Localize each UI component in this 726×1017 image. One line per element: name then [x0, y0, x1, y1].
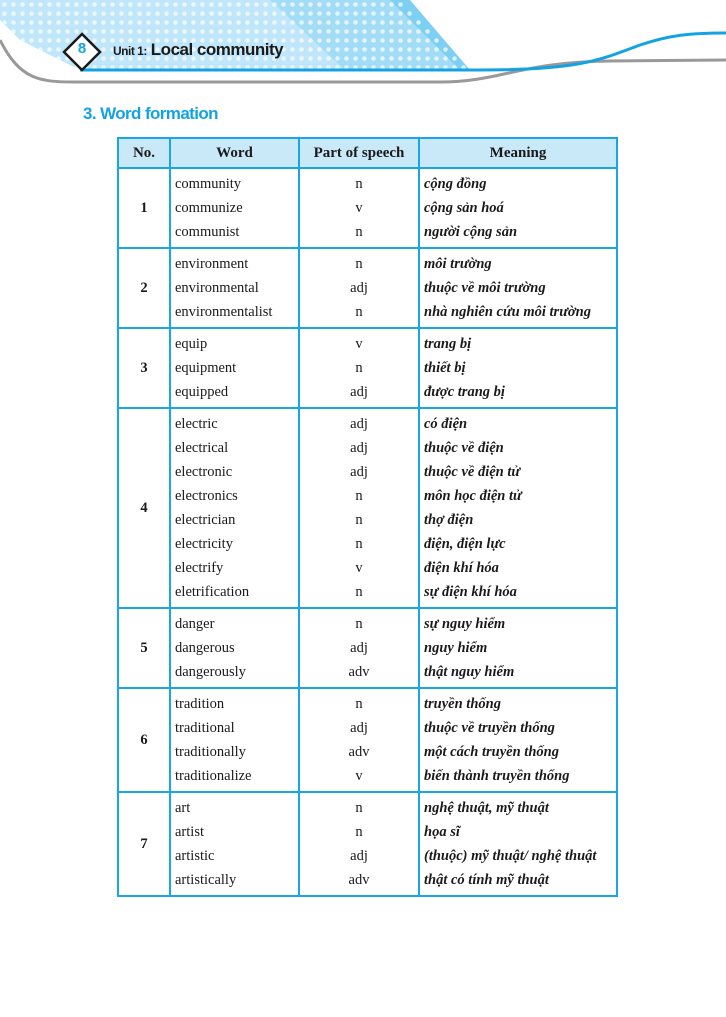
- meaning: biến thành truyền thống: [424, 768, 570, 784]
- part-of-speech: adj: [350, 280, 368, 296]
- table-row: [118, 168, 617, 248]
- section-title: 3. Word formation: [83, 104, 218, 123]
- part-of-speech: adj: [350, 464, 368, 480]
- meaning: một cách truyền thống: [424, 744, 559, 760]
- table-row: [118, 248, 617, 328]
- part-of-speech: adj: [350, 440, 368, 456]
- word: traditionalize: [175, 768, 252, 784]
- part-of-speech: n: [355, 488, 363, 504]
- meaning: cộng đồng: [424, 176, 487, 192]
- word-formation-table: [117, 137, 618, 897]
- meaning: thợ điện: [424, 512, 474, 528]
- part-of-speech: n: [355, 536, 363, 552]
- word-cell: [170, 168, 299, 248]
- part-of-speech: n: [355, 304, 363, 320]
- meaning: môi trường: [424, 256, 492, 272]
- part-of-speech: n: [355, 176, 363, 192]
- table-row: [118, 328, 617, 408]
- meaning: trang bị: [424, 336, 472, 352]
- word-cell: [170, 688, 299, 792]
- part-of-speech: n: [355, 800, 363, 816]
- meaning: được trang bị: [424, 384, 505, 400]
- word: environmental: [175, 280, 259, 296]
- part-of-speech: adv: [348, 744, 370, 760]
- part-of-speech-cell: [299, 688, 419, 792]
- group-number: 3: [118, 328, 170, 408]
- meaning: nghệ thuật, mỹ thuật: [424, 800, 549, 816]
- part-of-speech-cell: [299, 608, 419, 688]
- word: equip: [175, 336, 208, 352]
- group-number: 7: [118, 792, 170, 896]
- part-of-speech: adj: [350, 720, 368, 736]
- unit-title: Local community: [150, 40, 284, 59]
- meaning: họa sĩ: [424, 824, 460, 840]
- page-number: 8: [77, 40, 87, 57]
- part-of-speech: n: [355, 616, 363, 632]
- part-of-speech: n: [355, 584, 363, 600]
- part-of-speech-cell: [299, 792, 419, 896]
- part-of-speech: adj: [350, 416, 368, 432]
- group-number: 1: [118, 168, 170, 248]
- meaning: thuộc về điện tử: [424, 464, 521, 480]
- word: electrify: [175, 560, 224, 576]
- part-of-speech-cell: [299, 168, 419, 248]
- word-cell: [170, 792, 299, 896]
- word: equipment: [175, 360, 237, 376]
- meaning: người cộng sản: [424, 224, 518, 240]
- word: dangerous: [175, 640, 235, 656]
- meaning: thuộc về điện: [424, 440, 504, 456]
- column-header-meaning: Meaning: [419, 138, 617, 168]
- word: artistically: [175, 872, 237, 888]
- word: artist: [175, 824, 204, 840]
- meaning-cell: [419, 168, 617, 248]
- meaning: điện khí hóa: [424, 560, 499, 576]
- word-cell: [170, 248, 299, 328]
- meaning: nguy hiểm: [424, 640, 488, 656]
- meaning: môn học điện tử: [424, 488, 522, 504]
- meaning: điện, điện lực: [424, 536, 506, 552]
- table-row: [118, 688, 617, 792]
- part-of-speech: v: [355, 336, 363, 352]
- word: electronic: [175, 464, 233, 480]
- part-of-speech: adv: [348, 664, 370, 680]
- part-of-speech: n: [355, 824, 363, 840]
- word: equipped: [175, 384, 229, 400]
- word: tradition: [175, 696, 225, 712]
- word: environment: [175, 256, 249, 272]
- meaning: sự điện khí hóa: [424, 584, 517, 600]
- part-of-speech: adj: [350, 848, 368, 864]
- part-of-speech: n: [355, 696, 363, 712]
- meaning: thật có tính mỹ thuật: [424, 872, 549, 888]
- meaning-cell: [419, 608, 617, 688]
- meaning-cell: [419, 248, 617, 328]
- table-row: [118, 792, 617, 896]
- meaning: thuộc về truyền thống: [424, 720, 555, 736]
- word: electricity: [175, 536, 233, 552]
- meaning-cell: [419, 792, 617, 896]
- table-header-row: [118, 138, 617, 168]
- part-of-speech: adj: [350, 640, 368, 656]
- part-of-speech: n: [355, 512, 363, 528]
- word: communist: [175, 224, 240, 240]
- group-number: 4: [118, 408, 170, 608]
- word: eletrification: [175, 584, 250, 600]
- group-number: 5: [118, 608, 170, 688]
- word: traditional: [175, 720, 235, 736]
- part-of-speech-cell: [299, 328, 419, 408]
- part-of-speech-cell: [299, 408, 419, 608]
- part-of-speech: n: [355, 256, 363, 272]
- word: electric: [175, 416, 218, 432]
- word: artistic: [175, 848, 215, 864]
- meaning-cell: [419, 328, 617, 408]
- word: electronics: [175, 488, 238, 504]
- part-of-speech: adj: [350, 384, 368, 400]
- part-of-speech: n: [355, 224, 363, 240]
- meaning: nhà nghiên cứu môi trường: [424, 304, 591, 320]
- meaning: cộng sản hoá: [424, 200, 504, 216]
- part-of-speech: v: [355, 200, 363, 216]
- meaning: thiết bị: [424, 360, 466, 376]
- word: danger: [175, 616, 215, 632]
- part-of-speech: v: [355, 768, 363, 784]
- header-banner: [0, 0, 726, 90]
- meaning: sự nguy hiểm: [424, 616, 506, 632]
- unit-heading: [113, 40, 283, 60]
- word-cell: [170, 408, 299, 608]
- meaning: thật nguy hiểm: [424, 664, 515, 680]
- word: communize: [175, 200, 243, 216]
- word: art: [175, 800, 191, 816]
- word: dangerously: [175, 664, 246, 680]
- meaning-cell: [419, 688, 617, 792]
- word: environmentalist: [175, 304, 273, 320]
- part-of-speech: n: [355, 360, 363, 376]
- meaning: (thuộc) mỹ thuật/ nghệ thuật: [424, 848, 597, 864]
- table-row: [118, 408, 617, 608]
- meaning: thuộc về môi trường: [424, 280, 546, 296]
- table-row: [118, 608, 617, 688]
- part-of-speech: v: [355, 560, 363, 576]
- meaning: truyền thống: [424, 696, 501, 712]
- column-header-word: Word: [170, 138, 299, 168]
- group-number: 2: [118, 248, 170, 328]
- meaning-cell: [419, 408, 617, 608]
- column-header-no: No.: [118, 138, 170, 168]
- word: traditionally: [175, 744, 246, 760]
- column-header-part-of-speech: Part of speech: [299, 138, 419, 168]
- word-cell: [170, 608, 299, 688]
- unit-label: Unit 1:: [113, 44, 147, 58]
- word: electrician: [175, 512, 236, 528]
- word-cell: [170, 328, 299, 408]
- group-number: 6: [118, 688, 170, 792]
- meaning: có điện: [424, 416, 468, 432]
- part-of-speech-cell: [299, 248, 419, 328]
- word: electrical: [175, 440, 229, 456]
- part-of-speech: adv: [348, 872, 370, 888]
- word: community: [175, 176, 242, 192]
